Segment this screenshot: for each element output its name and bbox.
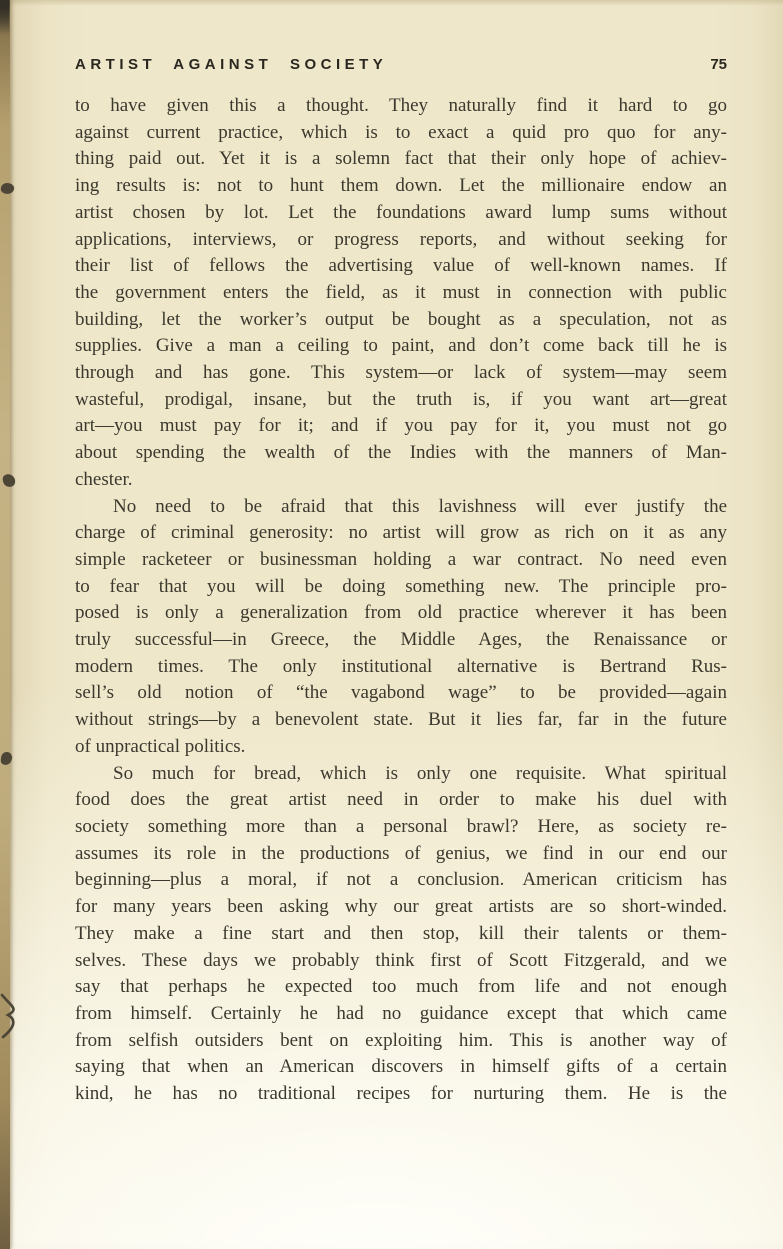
text-line: to fear that you will be doing something new. The principle pro- [75, 575, 727, 597]
text-line: to have given this a thought. They naturally find it hard to go [75, 95, 727, 116]
text-line: kind, he has no traditional recipes for nurturing them. He is the [75, 1083, 727, 1105]
running-head [75, 56, 727, 73]
binding-thread-mark [0, 993, 24, 1039]
text-line: artist chosen by lot. Let the foundations award lump sums without [75, 201, 727, 223]
text-line: selves. These days we probably think first of Scott Fitzgerald, and we [75, 949, 727, 971]
page-number: 75 [710, 56, 727, 73]
text-line: saying that when an American discovers in himself gifts of a certain [75, 1056, 727, 1078]
text-line: society something more than a personal brawl? Here, as society re- [75, 815, 727, 837]
text-line: posed is only a generalization from old practice wherever it has been [75, 602, 727, 624]
text-line: truly successful—in Greece, the Middle Ages, the Renaissance or [75, 629, 727, 651]
text-line: building, let the worker’s output be bought as a speculation, not as [75, 308, 727, 330]
text-line: ing results is: not to hunt them down. Let the millionaire endow an [75, 175, 727, 197]
binding-mark [0, 751, 13, 765]
running-head-title: ARTIST AGAINST SOCIETY [75, 56, 388, 73]
text-line: beginning—plus a moral, if not a conclusion. American criticism has [75, 869, 727, 891]
text-line: from himself. Certainly he had no guidance except that which came [75, 1002, 727, 1024]
text-line: art—you must pay for it; and if you pay for it, you must not go [75, 415, 727, 437]
text-line: their list of fellows the advertising value of well-known names. If [75, 255, 727, 277]
text-line: through and has gone. This system—or lack of system—may seem [75, 362, 727, 384]
text-line: modern times. The only institutional alternative is Bertrand Rus- [75, 655, 727, 677]
text-line: So much for bread, which is only one requisite. What spiritual [113, 762, 727, 784]
text-line: applications, interviews, or progress reports, and without seeking for [75, 228, 727, 250]
text-line: supplies. Give a man a ceiling to paint, and don’t come back till he is [75, 335, 727, 357]
text-line: thing paid out. Yet it is a solemn fact that their only hope of achiev- [75, 148, 727, 170]
text-line: the government enters the field, as it must in connection with public [75, 281, 727, 303]
text-line: sell’s old notion of “the vagabond wage” to be provided—again [75, 682, 727, 704]
text-line: say that perhaps he expected too much from life and not enough [75, 976, 727, 998]
text-line: of unpractical politics. [75, 735, 246, 757]
text-line: against current practice, which is to exact a quid pro quo for any- [75, 121, 727, 143]
text-line: No need to be afraid that this lavishness will ever justify the [113, 495, 727, 517]
text-line: assumes its role in the productions of genius, we find in our end our [75, 842, 727, 864]
text-line: simple racketeer or businessman holding a war contract. No need even [75, 548, 727, 570]
text-line: without strings—by a benevolent state. But it lies far, far in the future [75, 709, 727, 731]
text-line: They make a fine start and then stop, kill their talents or them- [75, 922, 727, 944]
scan-corner-shadow [0, 0, 9, 34]
text-line: wasteful, prodigal, insane, but the truth is, if you want art—great [75, 388, 727, 410]
text-line: for many years been asking why our great artists are so short-winded. [75, 896, 727, 918]
text-line: from selfish outsiders bent on exploiting him. This is another way of [75, 1029, 727, 1051]
text-line: chester. [75, 468, 133, 490]
text-line: food does the great artist need in order to make his duel with [75, 789, 727, 811]
page-body [75, 93, 727, 1108]
text-line: charge of criminal generosity: no artist will grow as rich on it as any [75, 522, 727, 544]
text-line: about spending the wealth of the Indies with the manners of Man- [75, 442, 727, 464]
